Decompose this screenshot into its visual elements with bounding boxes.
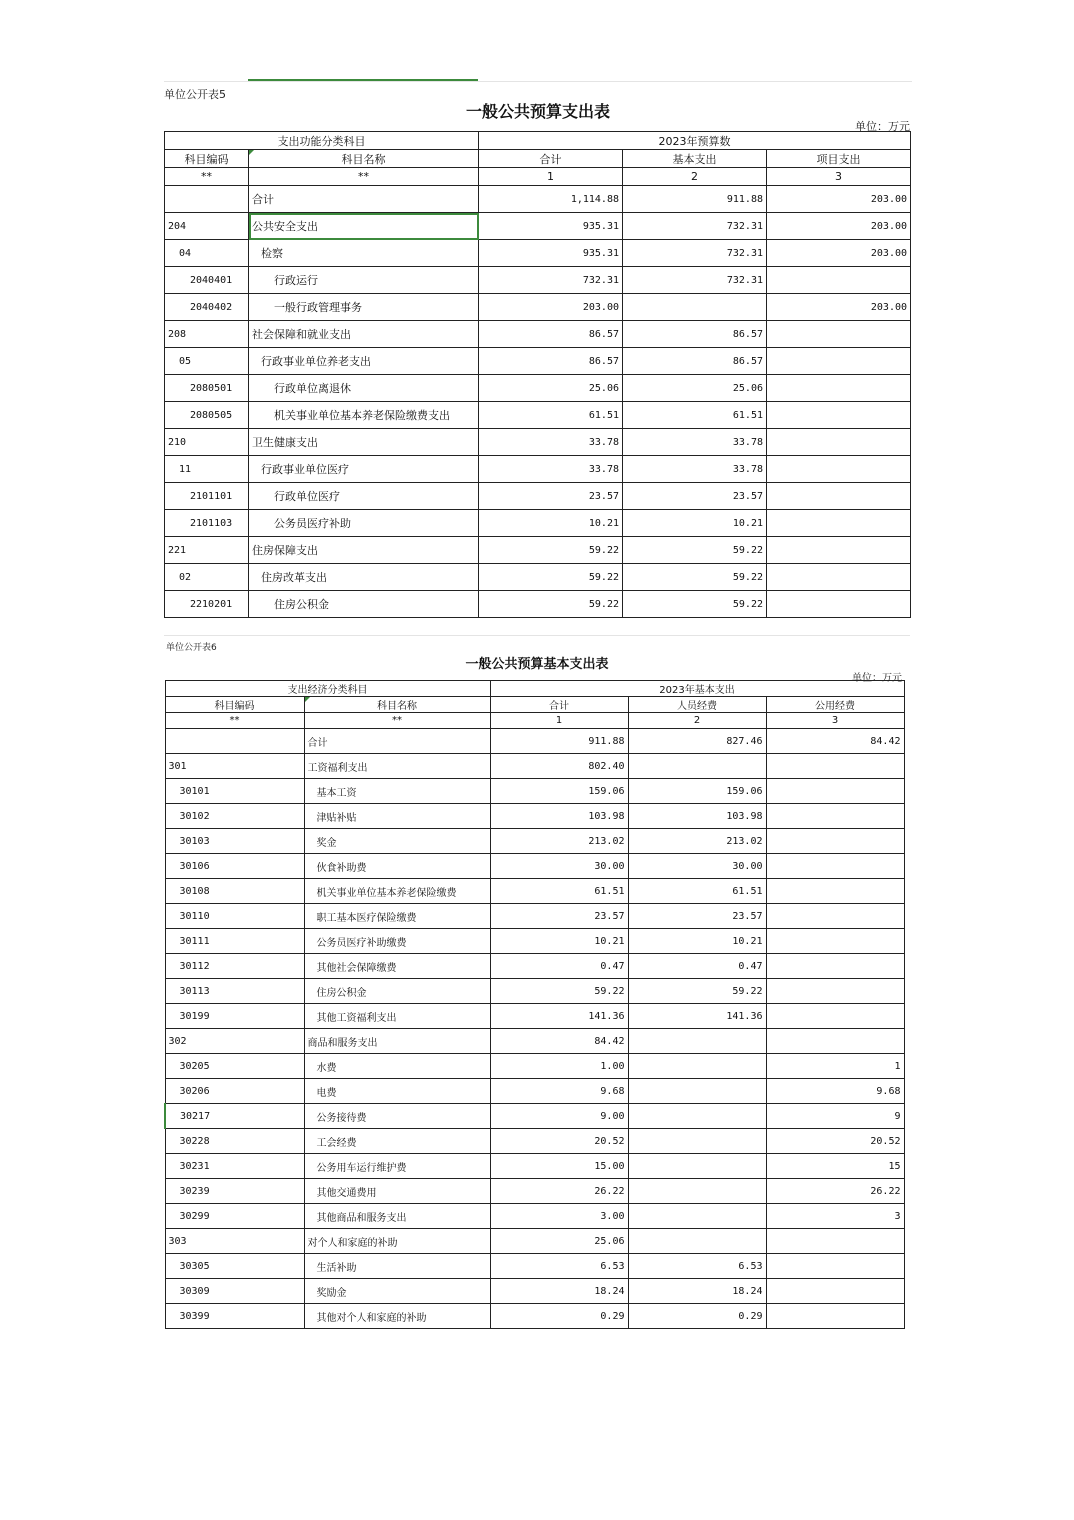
cell-comment-marker [305,697,310,702]
marker-cell: 3 [767,168,911,186]
marker-row [165,168,911,186]
row-personnel: 18.24 [628,1279,766,1304]
row-total: 23.57 [490,904,628,929]
row-personnel [628,1204,766,1229]
table-row [165,1279,904,1304]
table-row [165,929,904,954]
row-basic: 86.57 [623,321,767,348]
row-public [766,804,904,829]
sheet-title: 一般公共预算支出表 [465,102,610,121]
table-row [165,1154,904,1179]
row-public [766,1029,904,1054]
row-code: 30108 [165,879,304,904]
row-name: 奖励金 [304,1279,490,1304]
row-personnel: 0.29 [628,1304,766,1329]
budget-expense-table [164,131,911,618]
table-row [165,879,904,904]
row-personnel: 141.36 [628,1004,766,1029]
row-project [767,321,911,348]
table-row [165,1254,904,1279]
row-total: 935.31 [479,213,623,240]
table-row [165,537,911,564]
table-row [165,456,911,483]
row-name: 行政单位离退休 [249,375,479,402]
row-total: 33.78 [479,429,623,456]
row-code: 2080501 [165,375,249,402]
row-name: 公共安全支出 [249,213,479,240]
group-header-left: 支出功能分类科目 [165,132,479,150]
row-code: 30111 [165,929,304,954]
row-public: 20.52 [766,1129,904,1154]
row-public [766,854,904,879]
row-name: 奖金 [304,829,490,854]
row-name: 水费 [304,1054,490,1079]
table-row [165,240,911,267]
row-code: 30103 [165,829,304,854]
row-personnel: 213.02 [628,829,766,854]
row-total: 18.24 [490,1279,628,1304]
row-total: 25.06 [479,375,623,402]
column-header: 科目编码 [165,697,304,713]
row-code: 30112 [165,954,304,979]
row-total: 33.78 [479,456,623,483]
row-project: 203.00 [767,213,911,240]
row-code: 2210201 [165,591,249,618]
row-code: 208 [165,321,249,348]
marker-cell: ** [304,713,490,729]
row-name: 其他工资福利支出 [304,1004,490,1029]
row-basic: 59.22 [623,591,767,618]
row-public [766,1229,904,1254]
row-total: 61.51 [490,879,628,904]
row-code: 05 [165,348,249,375]
row-personnel [628,1229,766,1254]
row-name: 对个人和家庭的补助 [304,1229,490,1254]
table-row [165,979,904,1004]
row-basic: 33.78 [623,429,767,456]
marker-cell: ** [249,168,479,186]
row-public [766,1279,904,1304]
table-row [165,402,911,429]
table-row [165,429,911,456]
row-total: 935.31 [479,240,623,267]
row-personnel [628,754,766,779]
row-personnel [628,1054,766,1079]
table-row [165,904,904,929]
marker-row [165,713,904,729]
basic-expense-table [164,680,905,1329]
row-total: 84.42 [490,1029,628,1054]
row-name: 商品和服务支出 [304,1029,490,1054]
row-name: 机关事业单位基本养老保险缴费支出 [249,402,479,429]
row-public: 1 [766,1054,904,1079]
row-name: 社会保障和就业支出 [249,321,479,348]
row-basic: 23.57 [623,483,767,510]
row-total: 59.22 [479,591,623,618]
row-total: 103.98 [490,804,628,829]
column-header-row [165,697,904,713]
row-name: 住房保障支出 [249,537,479,564]
row-project: 203.00 [767,294,911,321]
row-code: 30101 [165,779,304,804]
row-basic: 61.51 [623,402,767,429]
row-personnel: 61.51 [628,879,766,904]
row-basic: 59.22 [623,564,767,591]
row-public [766,929,904,954]
row-code: 2040402 [165,294,249,321]
row-public [766,979,904,1004]
row-personnel: 23.57 [628,904,766,929]
row-code: 2101101 [165,483,249,510]
row-total: 3.00 [490,1204,628,1229]
unit-label: 单位：万元 [852,673,902,684]
row-project [767,537,911,564]
sheet-top-border [164,635,910,636]
row-code: 30205 [165,1054,304,1079]
table-row [165,754,904,779]
row-basic: 59.22 [623,537,767,564]
row-code: 11 [165,456,249,483]
row-public: 9 [766,1104,904,1129]
group-header-right: 2023年基本支出 [490,681,904,697]
row-total: 1.00 [490,1054,628,1079]
sheet-top-border [164,81,912,82]
table-row [165,186,911,213]
row-public [766,954,904,979]
selection-line [248,79,478,81]
row-name: 合计 [249,186,479,213]
table-row [165,375,911,402]
row-basic: 732.31 [623,213,767,240]
table-row [165,804,904,829]
row-code [165,186,249,213]
table-row [165,729,904,754]
row-name: 住房改革支出 [249,564,479,591]
marker-cell: 2 [623,168,767,186]
table-row [165,591,911,618]
row-total: 732.31 [479,267,623,294]
table-row [165,1054,904,1079]
row-total: 30.00 [490,854,628,879]
marker-cell: 1 [479,168,623,186]
row-code: 221 [165,537,249,564]
row-code: 303 [165,1229,304,1254]
column-header: 科目名称 [304,697,490,713]
row-name: 公务员医疗补助缴费 [304,929,490,954]
row-total: 23.57 [479,483,623,510]
row-name: 卫生健康支出 [249,429,479,456]
table-row [165,854,904,879]
row-total: 159.06 [490,779,628,804]
row-personnel [628,1154,766,1179]
row-project [767,402,911,429]
row-name: 行政单位医疗 [249,483,479,510]
column-header: 合计 [479,150,623,168]
row-basic: 911.88 [623,186,767,213]
row-personnel: 6.53 [628,1254,766,1279]
group-header-right: 2023年预算数 [479,132,911,150]
row-public: 9.68 [766,1079,904,1104]
cell-comment-marker [249,150,254,155]
row-basic: 732.31 [623,240,767,267]
sheet-caption: 单位公开表6 [166,643,217,653]
marker-cell: ** [165,168,249,186]
row-code: 2040401 [165,267,249,294]
row-total: 86.57 [479,348,623,375]
table-row [165,829,904,854]
row-code: 30106 [165,854,304,879]
table-row [165,954,904,979]
row-code: 301 [165,754,304,779]
row-public [766,879,904,904]
row-total: 0.29 [490,1304,628,1329]
row-public: 15 [766,1154,904,1179]
row-code: 30113 [165,979,304,1004]
row-name: 住房公积金 [249,591,479,618]
row-total: 59.22 [490,979,628,1004]
row-total: 6.53 [490,1254,628,1279]
row-total: 86.57 [479,321,623,348]
column-header: 科目名称 [249,150,479,168]
row-total: 10.21 [490,929,628,954]
row-total: 1,114.88 [479,186,623,213]
row-name: 职工基本医疗保险缴费 [304,904,490,929]
column-header: 合计 [490,697,628,713]
row-code: 30299 [165,1204,304,1229]
row-name: 电费 [304,1079,490,1104]
row-code: 30231 [165,1154,304,1179]
row-personnel: 159.06 [628,779,766,804]
row-total: 9.68 [490,1079,628,1104]
row-name: 伙食补助费 [304,854,490,879]
row-project [767,510,911,537]
row-code: 2080505 [165,402,249,429]
table-row [165,1004,904,1029]
row-code: 30239 [165,1179,304,1204]
row-code: 02 [165,564,249,591]
row-name: 工会经费 [304,1129,490,1154]
row-basic: 25.06 [623,375,767,402]
row-total: 0.47 [490,954,628,979]
row-name: 合计 [304,729,490,754]
row-total: 911.88 [490,729,628,754]
row-total: 26.22 [490,1179,628,1204]
row-public: 3 [766,1204,904,1229]
group-header-left: 支出经济分类科目 [165,681,490,697]
row-name: 行政事业单位医疗 [249,456,479,483]
row-code: 30305 [165,1254,304,1279]
row-total: 20.52 [490,1129,628,1154]
row-personnel [628,1079,766,1104]
row-basic: 10.21 [623,510,767,537]
row-project [767,267,911,294]
table-row [165,294,911,321]
table-row [165,1229,904,1254]
row-code: 30110 [165,904,304,929]
column-header-row [165,150,911,168]
row-public [766,1254,904,1279]
marker-cell: 3 [766,713,904,729]
row-name: 公务员医疗补助 [249,510,479,537]
row-public: 26.22 [766,1179,904,1204]
row-basic: 732.31 [623,267,767,294]
sheet-table5 [164,78,912,623]
row-public [766,829,904,854]
column-header: 科目编码 [165,150,249,168]
sheet-title: 一般公共预算基本支出表 [465,657,609,672]
row-code: 30102 [165,804,304,829]
row-total: 59.22 [479,537,623,564]
row-total: 802.40 [490,754,628,779]
row-total: 61.51 [479,402,623,429]
row-code: 30206 [165,1079,304,1104]
row-total: 213.02 [490,829,628,854]
row-total: 15.00 [490,1154,628,1179]
row-public [766,1004,904,1029]
row-total: 203.00 [479,294,623,321]
row-total: 10.21 [479,510,623,537]
row-name: 一般行政管理事务 [249,294,479,321]
table-row [165,1104,904,1129]
group-header-row [165,132,911,150]
row-total: 59.22 [479,564,623,591]
row-total: 25.06 [490,1229,628,1254]
row-name: 津贴补贴 [304,804,490,829]
row-code: 210 [165,429,249,456]
row-project [767,429,911,456]
column-header: 项目支出 [767,150,911,168]
row-code: 302 [165,1029,304,1054]
sheet-caption: 单位公开表5 [164,88,226,101]
table-row [165,510,911,537]
row-code: 30399 [165,1304,304,1329]
table-row [165,483,911,510]
row-project [767,375,911,402]
table-row [165,267,911,294]
row-name: 住房公积金 [304,979,490,1004]
row-code: 30228 [165,1129,304,1154]
row-project [767,348,911,375]
row-personnel: 10.21 [628,929,766,954]
table-row [165,1204,904,1229]
table-row [165,213,911,240]
row-name: 检察 [249,240,479,267]
row-code: 04 [165,240,249,267]
row-name: 行政事业单位养老支出 [249,348,479,375]
row-personnel [628,1029,766,1054]
row-personnel: 103.98 [628,804,766,829]
row-project [767,564,911,591]
row-project [767,591,911,618]
row-public [766,779,904,804]
row-personnel: 30.00 [628,854,766,879]
row-basic: 86.57 [623,348,767,375]
row-name: 行政运行 [249,267,479,294]
row-name: 其他交通费用 [304,1179,490,1204]
row-total: 141.36 [490,1004,628,1029]
table-row [165,779,904,804]
row-name: 其他对个人和家庭的补助 [304,1304,490,1329]
row-project: 203.00 [767,240,911,267]
row-basic [623,294,767,321]
row-project [767,456,911,483]
row-name: 基本工资 [304,779,490,804]
row-public [766,1304,904,1329]
table-row [165,1179,904,1204]
column-header: 公用经费 [766,697,904,713]
marker-cell: ** [165,713,304,729]
row-basic: 33.78 [623,456,767,483]
row-personnel: 59.22 [628,979,766,1004]
table-row [165,348,911,375]
table-row [165,1304,904,1329]
row-project: 203.00 [767,186,911,213]
row-name: 机关事业单位基本养老保险缴费 [304,879,490,904]
row-public [766,754,904,779]
column-header: 人员经费 [628,697,766,713]
table-row [165,1129,904,1154]
row-code: 30199 [165,1004,304,1029]
sheet-table6 [164,633,910,1333]
unit-label: 单位：万元 [855,120,910,133]
row-personnel: 0.47 [628,954,766,979]
column-header: 基本支出 [623,150,767,168]
row-code: 30309 [165,1279,304,1304]
marker-cell: 1 [490,713,628,729]
row-total: 9.00 [490,1104,628,1129]
row-name: 公务用车运行维护费 [304,1154,490,1179]
row-name: 其他社会保障缴费 [304,954,490,979]
table-row [165,564,911,591]
row-personnel [628,1129,766,1154]
row-name: 生活补助 [304,1254,490,1279]
row-public: 84.42 [766,729,904,754]
row-name: 工资福利支出 [304,754,490,779]
table-row [165,321,911,348]
table-row [165,1079,904,1104]
group-header-row [165,681,904,697]
row-name: 其他商品和服务支出 [304,1204,490,1229]
row-code [165,729,304,754]
row-personnel [628,1104,766,1129]
row-code: 204 [165,213,249,240]
row-project [767,483,911,510]
row-public [766,904,904,929]
marker-cell: 2 [628,713,766,729]
table-row [165,1029,904,1054]
row-code: 2101103 [165,510,249,537]
row-code: 30217 [165,1104,304,1129]
row-name: 公务接待费 [304,1104,490,1129]
row-personnel: 827.46 [628,729,766,754]
row-personnel [628,1179,766,1204]
